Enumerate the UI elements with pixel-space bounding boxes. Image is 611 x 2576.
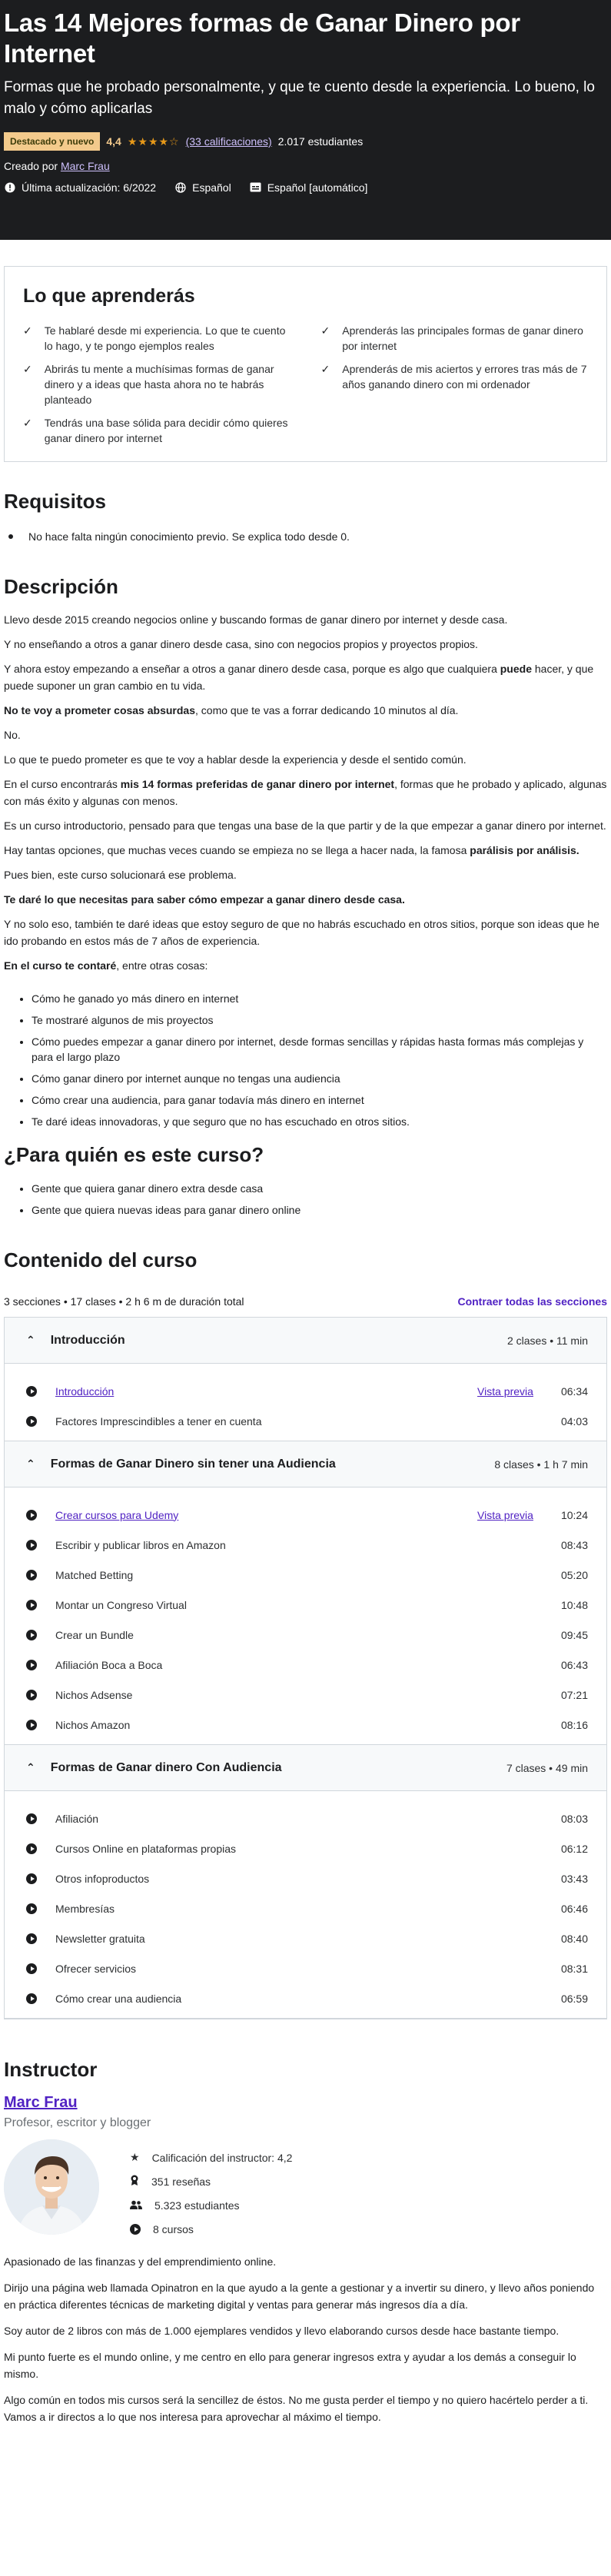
instructor-bio bbox=[4, 2253, 607, 2425]
lecture-duration: 05:20 bbox=[560, 1568, 588, 1581]
desc-paragraph bbox=[4, 891, 607, 908]
desc-bullet-list bbox=[4, 991, 607, 1129]
instructor-courses bbox=[130, 2217, 292, 2241]
lecture-title: Ofrecer servicios bbox=[55, 1962, 137, 1975]
rating-value: 4,4 bbox=[106, 135, 121, 148]
section-stats: 7 clases • 49 min bbox=[506, 1761, 588, 1774]
lecture-list bbox=[5, 1791, 606, 2019]
desc-paragraph: Lo que te puedo prometer es que te voy a hablar desde la experiencia y desde el sentido común. bbox=[4, 753, 467, 766]
play-icon bbox=[26, 1690, 37, 1700]
bio-paragraph: Algo común en todos mis cursos será la sencillez de éstos. No me gusta perder el tiempo y no quiero hacértelo perder a ti. Vamos a ir directos a lo que nos interesa para aprovechar al máximo el tiempo. bbox=[4, 2394, 589, 2423]
list-item bbox=[23, 361, 291, 407]
avatar[interactable] bbox=[4, 2139, 99, 2235]
instructor-title: Instructor bbox=[4, 2058, 98, 2081]
desc-paragraph: Pues bien, este curso solucionará ese problema. bbox=[4, 869, 237, 881]
lecture-title: Afiliación bbox=[55, 1812, 99, 1825]
lecture-list bbox=[5, 1487, 606, 1745]
play-icon bbox=[26, 1660, 37, 1670]
lecture-row bbox=[26, 1376, 588, 1406]
learn-item-text: Te hablaré desde mi experiencia. Lo que te cuento lo hago, y te pongo ejemplos reales bbox=[44, 324, 286, 352]
play-icon bbox=[26, 1630, 37, 1640]
list-item bbox=[23, 415, 291, 446]
desc-paragraph: Es un curso introductorio, pensado para que tengas una base de la que partir y de la que empezar a ganar dinero por internet. bbox=[4, 819, 606, 832]
play-icon bbox=[26, 1873, 37, 1884]
stat-text: 5.323 estudiantes bbox=[154, 2199, 240, 2212]
lecture-duration: 08:03 bbox=[560, 1812, 588, 1825]
check-icon: ✓ bbox=[23, 363, 32, 375]
lecture-duration: 08:16 bbox=[560, 1718, 588, 1731]
play-icon bbox=[26, 1386, 37, 1397]
requirements-title: Requisitos bbox=[4, 490, 106, 513]
students-count: 2.017 estudiantes bbox=[277, 135, 364, 148]
lecture-title: Cómo crear una audiencia bbox=[55, 1992, 182, 2005]
section-header[interactable] bbox=[5, 1318, 606, 1364]
learn-item-text: Tendrás una base sólida para decidir cómo quieres ganar dinero por internet bbox=[44, 417, 288, 444]
desc-bold: No te voy a prometer cosas absurdas bbox=[4, 704, 195, 716]
users-icon bbox=[130, 2199, 142, 2212]
list-item: • Cómo crear una audiencia, para ganar todavía más dinero en internet bbox=[32, 1092, 607, 1108]
lecture-duration: 06:12 bbox=[560, 1842, 588, 1855]
desc-paragraph bbox=[4, 702, 607, 719]
lecture-title: Factores Imprescindibles a tener en cuenta bbox=[55, 1414, 262, 1428]
play-icon bbox=[130, 2224, 141, 2235]
lecture-title: Escribir y publicar libros en Amazon bbox=[55, 1538, 226, 1551]
desc-paragraph: Y no solo eso, también te daré ideas que estoy seguro de que no habrás escuchado en otros sitios, porque son ideas que he ido probando en estos más de 7 años de experiencia. bbox=[4, 918, 599, 947]
section-header[interactable] bbox=[5, 1745, 606, 1791]
lecture-row bbox=[26, 1406, 588, 1436]
chevron-up-icon: ⌃ bbox=[26, 1334, 35, 1346]
list-item: • Cómo ganar dinero por internet aunque no tengas una audiencia bbox=[32, 1071, 607, 1086]
check-icon: ✓ bbox=[23, 324, 32, 337]
instructor-students bbox=[130, 2193, 292, 2217]
desc-text: , entre otras cosas: bbox=[116, 959, 208, 972]
course-header bbox=[0, 0, 611, 240]
description-section bbox=[0, 575, 611, 1129]
award-icon bbox=[130, 2175, 139, 2188]
lecture-duration: 10:48 bbox=[560, 1598, 588, 1611]
list-item bbox=[4, 529, 607, 544]
requirements-section bbox=[0, 490, 611, 544]
lecture-row bbox=[26, 1530, 588, 1560]
list-item bbox=[321, 323, 589, 354]
rating-row bbox=[4, 132, 607, 151]
ratings-count-link[interactable]: (33 calificaciones) bbox=[185, 135, 272, 148]
section-title: Introducción bbox=[50, 1333, 125, 1347]
captions bbox=[250, 181, 368, 194]
course-subtitle: Formas que he probado personalmente, y que te cuento desde la experiencia. Lo bueno, lo malo y cómo aplicarlas bbox=[4, 79, 595, 117]
stat-text: 351 reseñas bbox=[151, 2175, 211, 2188]
lecture-title: Cursos Online en plataformas propias bbox=[55, 1842, 237, 1855]
collapse-all-button[interactable]: Contraer todas las secciones bbox=[457, 1295, 607, 1308]
created-by-label: Creado por bbox=[4, 160, 58, 172]
author-link[interactable]: Marc Frau bbox=[60, 160, 110, 172]
lecture-row bbox=[26, 1560, 588, 1590]
section-title: Formas de Ganar dinero Con Audiencia bbox=[50, 1760, 282, 1774]
language bbox=[174, 181, 231, 194]
play-icon bbox=[26, 1510, 37, 1521]
lecture-duration: 06:43 bbox=[560, 1658, 588, 1671]
lecture-duration: 08:43 bbox=[560, 1538, 588, 1551]
preview-link[interactable]: Vista previa bbox=[477, 1384, 533, 1398]
instructor-stats bbox=[113, 2139, 292, 2241]
desc-bold: En el curso te contaré bbox=[4, 959, 117, 972]
desc-bold: parálisis por análisis. bbox=[470, 844, 579, 856]
lecture-row bbox=[26, 1863, 588, 1893]
list-item bbox=[23, 323, 291, 354]
section-title: Formas de Ganar Dinero sin tener una Audiencia bbox=[50, 1457, 336, 1471]
lecture-title: Afiliación Boca a Boca bbox=[55, 1658, 163, 1671]
learn-list bbox=[23, 323, 588, 446]
lecture-row bbox=[26, 1893, 588, 1923]
lecture-title: Newsletter gratuita bbox=[55, 1932, 145, 1945]
lecture-row bbox=[26, 1650, 588, 1680]
lecture-row bbox=[26, 1710, 588, 1740]
instructor-section bbox=[0, 2058, 611, 2425]
play-icon bbox=[26, 1933, 37, 1944]
learn-title: Lo que aprenderás bbox=[23, 285, 195, 307]
play-icon bbox=[26, 1843, 37, 1854]
list-item: • Te mostraré algunos de mis proyectos bbox=[32, 1012, 607, 1028]
course-info-row bbox=[4, 181, 607, 194]
bullet-icon bbox=[8, 534, 13, 539]
star-icon: ★ bbox=[130, 2151, 140, 2163]
created-by bbox=[4, 160, 607, 172]
play-icon bbox=[26, 1416, 37, 1427]
description-title: Descripción bbox=[4, 575, 118, 598]
lecture-duration: 04:03 bbox=[560, 1414, 588, 1428]
bio-paragraph: Mi punto fuerte es el mundo online, y me centro en ello para generar ingresos extra y ayudar a los demás a conseguir lo mismo. bbox=[4, 2351, 576, 2380]
list-item bbox=[321, 361, 589, 407]
desc-text: , formas que he probado y aplicado, algunas con más éxito y algunas con menos. bbox=[4, 778, 607, 807]
instructor-reviews bbox=[130, 2169, 292, 2193]
captions-icon bbox=[250, 182, 261, 194]
lecture-row bbox=[26, 1500, 588, 1530]
check-icon: ✓ bbox=[23, 417, 32, 429]
alert-icon bbox=[4, 182, 15, 194]
language-text: Español bbox=[192, 181, 231, 194]
lecture-link[interactable]: Introducción bbox=[55, 1384, 115, 1398]
desc-bold: mis 14 formas preferidas de ganar dinero por internet bbox=[120, 778, 395, 790]
lecture-row bbox=[26, 1923, 588, 1953]
instructor-card bbox=[4, 2139, 607, 2241]
desc-text: hacer, y que puede suponer un gran cambio en tu vida. bbox=[4, 663, 594, 692]
instructor-role: Profesor, escritor y blogger bbox=[4, 2116, 151, 2129]
lecture-duration: 09:45 bbox=[560, 1628, 588, 1641]
check-icon: ✓ bbox=[320, 324, 330, 337]
instructor-name-link[interactable]: Marc Frau bbox=[4, 2094, 78, 2111]
lecture-duration: 10:24 bbox=[560, 1508, 588, 1521]
captions-text: Español [automático] bbox=[267, 181, 368, 194]
content-summary: 3 secciones • 17 clases • 2 h 6 m de duración total bbox=[4, 1295, 244, 1308]
desc-text: , como que te vas a forrar dedicando 10 minutos al día. bbox=[195, 704, 459, 716]
play-icon bbox=[26, 1570, 37, 1581]
bio-paragraph: Apasionado de las finanzas y del emprendimiento online. bbox=[4, 2255, 277, 2268]
curriculum bbox=[4, 1317, 607, 2019]
lecture-title: Crear un Bundle bbox=[55, 1628, 134, 1641]
section-header[interactable] bbox=[5, 1441, 606, 1487]
last-update-text: Última actualización: 6/2022 bbox=[22, 181, 157, 194]
learn-item-text: Abrirás tu mente a muchísimas formas de ganar dinero y a ideas que hasta ahora no te habrás planteado bbox=[44, 363, 274, 406]
lecture-row bbox=[26, 1620, 588, 1650]
lecture-row bbox=[26, 1590, 588, 1620]
desc-paragraph bbox=[4, 776, 607, 809]
lecture-duration: 03:43 bbox=[560, 1872, 588, 1885]
course-title: Las 14 Mejores formas de Ganar Dinero por Internet bbox=[4, 8, 520, 68]
list-item: • Te daré ideas innovadoras, y que seguro que no has escuchado en otros sitios. bbox=[32, 1114, 607, 1129]
audience-list bbox=[4, 1181, 607, 1218]
section-stats: 2 clases • 11 min bbox=[506, 1334, 588, 1347]
lecture-title: Membresías bbox=[55, 1902, 115, 1915]
desc-paragraph bbox=[4, 660, 607, 694]
desc-paragraph bbox=[4, 842, 607, 859]
requirement-text: No hace falta ningún conocimiento previo. Se explica todo desde 0. bbox=[28, 530, 350, 543]
lecture-title: Montar un Congreso Virtual bbox=[55, 1598, 187, 1611]
desc-paragraph: No. bbox=[4, 729, 21, 741]
play-icon bbox=[26, 1813, 37, 1824]
desc-bold: Te daré lo que necesitas para saber cómo empezar a ganar dinero desde casa. bbox=[4, 893, 405, 906]
stat-text: 8 cursos bbox=[153, 2222, 194, 2235]
lecture-row bbox=[26, 1803, 588, 1833]
check-icon: ✓ bbox=[320, 363, 330, 375]
play-icon bbox=[26, 1600, 37, 1610]
audience-title: ¿Para quién es este curso? bbox=[4, 1143, 264, 1166]
instructor-rating bbox=[130, 2146, 292, 2169]
preview-link[interactable]: Vista previa bbox=[477, 1508, 533, 1521]
lecture-list bbox=[5, 1364, 606, 1441]
lecture-duration: 08:31 bbox=[560, 1962, 588, 1975]
bio-paragraph: Soy autor de 2 libros con más de 1.000 ejemplares vendidos y llevo elaborando cursos desde hace bastante tiempo. bbox=[4, 2325, 560, 2337]
desc-paragraph bbox=[4, 957, 607, 974]
desc-text: Y ahora estoy empezando a enseñar a otros a ganar dinero desde casa, porque es algo que cualquiera bbox=[4, 663, 500, 675]
lecture-row bbox=[26, 1983, 588, 2013]
lecture-duration: 07:21 bbox=[560, 1688, 588, 1701]
lecture-duration: 06:46 bbox=[560, 1902, 588, 1915]
lecture-title: Nichos Amazon bbox=[55, 1718, 131, 1731]
learn-item-text: Aprenderás las principales formas de ganar dinero por internet bbox=[342, 324, 583, 352]
list-item: • Cómo he ganado yo más dinero en internet bbox=[32, 991, 607, 1006]
content-title: Contenido del curso bbox=[4, 1248, 198, 1271]
audience-section bbox=[0, 1143, 611, 1218]
lecture-duration: 06:34 bbox=[560, 1384, 588, 1398]
desc-bold: puede bbox=[500, 663, 532, 675]
lecture-row bbox=[26, 1953, 588, 1983]
course-content-section bbox=[0, 1248, 611, 2019]
chevron-up-icon: ⌃ bbox=[26, 1458, 35, 1470]
play-icon bbox=[26, 1993, 37, 2004]
desc-paragraph: Y no enseñando a otros a ganar dinero desde casa, sino con negocios propios y proyectos propios. bbox=[4, 638, 478, 650]
last-update bbox=[4, 181, 156, 194]
bio-paragraph: Dirijo una página web llamada Opinatron en la que ayudo a la gente a gestionar y a invertir su dinero, y llevo años poniendo en práctica diferentes técnicas de marketing digital y ventas para generar más ingresos día a día. bbox=[4, 2282, 595, 2311]
play-icon bbox=[26, 1720, 37, 1730]
play-icon bbox=[26, 1903, 37, 1914]
stat-text: Calificación del instructor: 4,2 bbox=[151, 2151, 293, 2164]
content-summary-bar bbox=[4, 1295, 607, 1308]
learn-item-text: Aprenderás de mis aciertos y errores tras más de 7 años ganando dinero con mi ordenador bbox=[342, 363, 587, 391]
requirements-list bbox=[4, 529, 607, 544]
chevron-up-icon: ⌃ bbox=[26, 1761, 35, 1773]
lecture-title: Matched Betting bbox=[55, 1568, 134, 1581]
desc-text: Hay tantas opciones, que muchas veces cuando se empieza no se llega a hacer nada, la famosa bbox=[4, 844, 470, 856]
lecture-link[interactable]: Crear cursos para Udemy bbox=[55, 1508, 179, 1521]
play-icon bbox=[26, 1963, 37, 1974]
lecture-title: Nichos Adsense bbox=[55, 1688, 133, 1701]
list-item: • Gente que quiera ganar dinero extra desde casa bbox=[32, 1181, 607, 1196]
status-badge: Destacado y nuevo bbox=[4, 132, 100, 151]
lecture-row bbox=[26, 1833, 588, 1863]
lecture-duration: 06:59 bbox=[560, 1992, 588, 2005]
list-item: • Gente que quiera nuevas ideas para ganar dinero online bbox=[32, 1202, 607, 1218]
play-icon bbox=[26, 1540, 37, 1551]
section-stats: 8 clases • 1 h 7 min bbox=[494, 1458, 588, 1471]
list-item: • Cómo puedes empezar a ganar dinero por internet, desde formas sencillas y rápidas hasta formas más complejas y para el largo plazo bbox=[32, 1034, 607, 1065]
desc-text: En el curso encontrarás bbox=[4, 778, 121, 790]
lecture-row bbox=[26, 1680, 588, 1710]
lecture-duration: 08:40 bbox=[560, 1932, 588, 1945]
lecture-title: Otros infoproductos bbox=[55, 1872, 150, 1885]
globe-icon bbox=[174, 182, 186, 194]
star-rating-icon: ★★★★☆ bbox=[127, 135, 180, 148]
what-you-learn-box bbox=[4, 266, 607, 462]
desc-paragraph: Llevo desde 2015 creando negocios online y buscando formas de ganar dinero por internet y desde casa. bbox=[4, 613, 508, 626]
